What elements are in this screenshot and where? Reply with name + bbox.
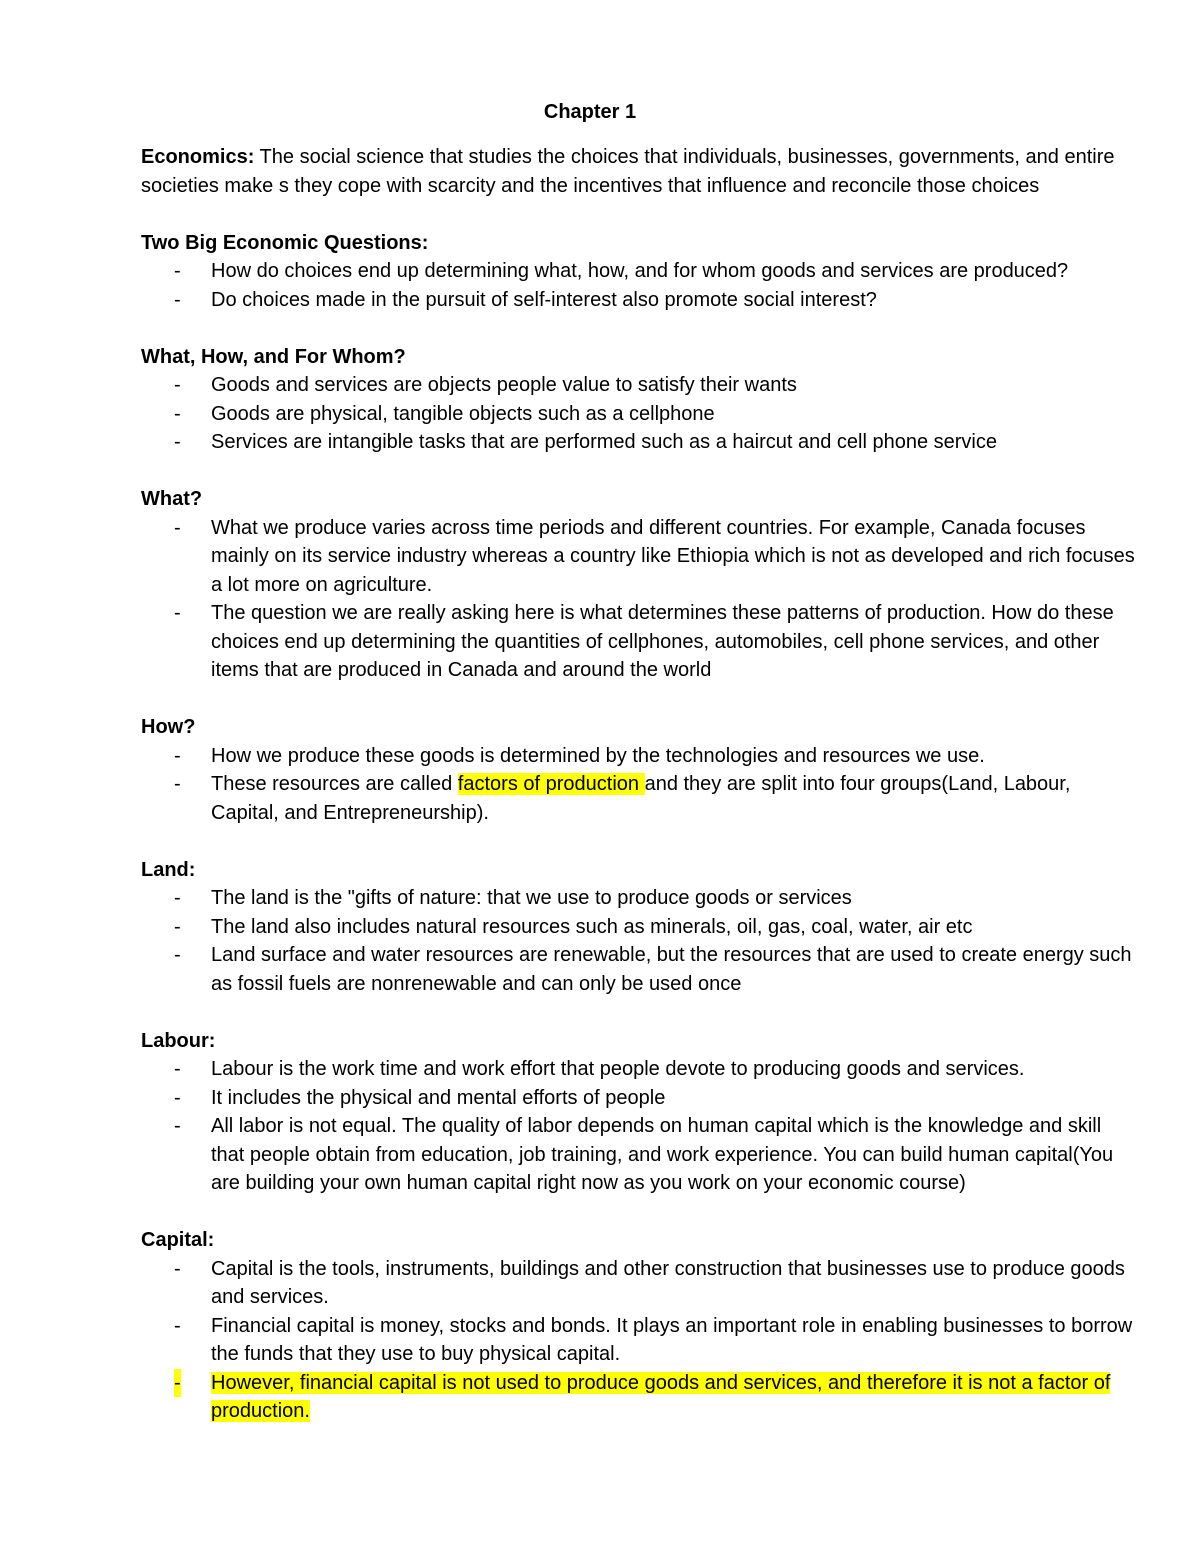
list-item [141,770,1140,827]
list-item-text: Services are intangible tasks that are performed such as a haircut and cell phone service [211,431,997,453]
list-item-text: Capital is the tools, instruments, buildings and other construction that businesses use to produce goods and services. [211,1257,1125,1308]
bullet-list [141,371,1140,457]
list-item-text: All labor is not equal. The quality of labor depends on human capital which is the knowledge and skill that people obtain from education, job training, and work experience. You can build human capital(You are building your own human capital right now as you work on your economic course) [211,1115,1114,1194]
bullet-list [141,884,1140,998]
section-capital [141,1226,1140,1426]
list-item-highlighted [141,1369,1140,1426]
list-item-text: Labour is the work time and work effort that people devote to producing goods and services. [211,1058,1025,1080]
economics-definition-text: The social science that studies the choices that individuals, businesses, governments, and entire societies make s they cope with scarcity and the incentives that influence and reconcile those choices [141,146,1115,197]
dash-bullet: - [174,1058,181,1080]
dash-bullet: - [174,915,181,938]
list-item-text: The land also includes natural resources such as minerals, oil, gas, coal, water, air etc [211,915,973,938]
section-labour [141,1027,1140,1198]
list-item-text: The question we are really asking here is what determines these patterns of production. How do these choices end up determining the quantities of cellphones, automobiles, cell phone services, and other items that are produced in Canada and around the world [211,602,1114,681]
list-item-text: It includes the physical and mental efforts of people [211,1086,666,1109]
section-what [141,485,1140,685]
dash-bullet: - [174,431,181,453]
dash-bullet: - [174,773,181,795]
list-item [141,1084,1140,1113]
list-item-text: The land is the "gifts of nature: that we use to produce goods or services [211,887,852,909]
bullet-list [141,257,1140,314]
section-heading: Two Big Economic Questions: [141,231,429,254]
dash-bullet: - [174,1369,181,1398]
list-item [141,599,1140,685]
list-item [141,257,1140,286]
dash-bullet: - [174,1314,181,1337]
bullet-list [141,1055,1140,1198]
list-item [141,371,1140,400]
section-big-questions [141,229,1140,315]
list-item [141,286,1140,315]
dash-bullet: - [174,602,181,624]
dash-bullet: - [174,1257,181,1280]
section-how [141,713,1140,827]
section-heading: Labour: [141,1029,216,1052]
dash-bullet: - [174,1086,181,1109]
section-land [141,856,1140,999]
list-item-text: What we produce varies across time periods and different countries. For example, Canada focuses mainly on its service industry whereas a country like Ethiopia which is not as developed and rich focuses a lot more on agriculture. [211,516,1135,596]
list-item-text: and they are split into four groups(Land, Labour, Capital, and Entrepreneurship). [211,773,1071,824]
list-item [141,742,1140,771]
highlighted-text: However, financial capital is not used to produce goods and services, and therefore it is not a factor of production. [211,1371,1111,1422]
section-heading: What? [141,488,203,510]
section-heading: Land: [141,858,196,881]
list-item-text: Financial capital is money, stocks and bonds. It plays an important role in enabling businesses to borrow the funds that they use to buy physical capital. [211,1314,1133,1365]
section-what-how-whom [141,343,1140,457]
dash-bullet: - [174,887,181,909]
list-item-text: Land surface and water resources are renewable, but the resources that are used to create energy such as fossil fuels are nonrenewable and can only be used once [211,944,1132,995]
list-item-text: How do choices end up determining what, how, and for whom goods and services are produced? [211,260,1069,282]
economics-definition [141,143,1140,200]
list-item-text: How we produce these goods is determined by the technologies and resources we use. [211,744,985,767]
list-item-text: These resources are called [211,773,458,795]
page-title: Chapter 1 [543,101,637,123]
list-item [141,514,1140,600]
list-item [141,913,1140,942]
section-heading: What, How, and For Whom? [141,345,406,368]
bullet-list [141,1255,1140,1426]
highlighted-term: factors of production [457,773,645,795]
list-item-text: Goods are physical, tangible objects such as a cellphone [211,402,715,425]
list-item [141,1112,1140,1198]
list-item [141,400,1140,429]
section-heading: How? [141,716,196,738]
dash-bullet: - [174,944,181,966]
list-item-text: Do choices made in the pursuit of self-interest also promote social interest? [211,288,877,311]
dash-bullet: - [174,744,181,767]
dash-bullet: - [174,516,181,539]
list-item [141,1255,1140,1312]
bullet-list [141,742,1140,828]
dash-bullet: - [174,260,181,282]
list-item [141,884,1140,913]
list-item-text: Goods and services are objects people value to satisfy their wants [211,374,797,396]
dash-bullet: - [174,288,181,311]
list-item [141,941,1140,998]
list-item [141,428,1140,457]
dash-bullet: - [174,402,181,425]
dash-bullet: - [174,374,181,396]
list-item [141,1312,1140,1369]
dash-bullet: - [174,1115,181,1137]
list-item [141,1055,1140,1084]
economics-term: Economics: [141,146,255,168]
bullet-list [141,514,1140,685]
section-heading: Capital: [141,1229,215,1251]
